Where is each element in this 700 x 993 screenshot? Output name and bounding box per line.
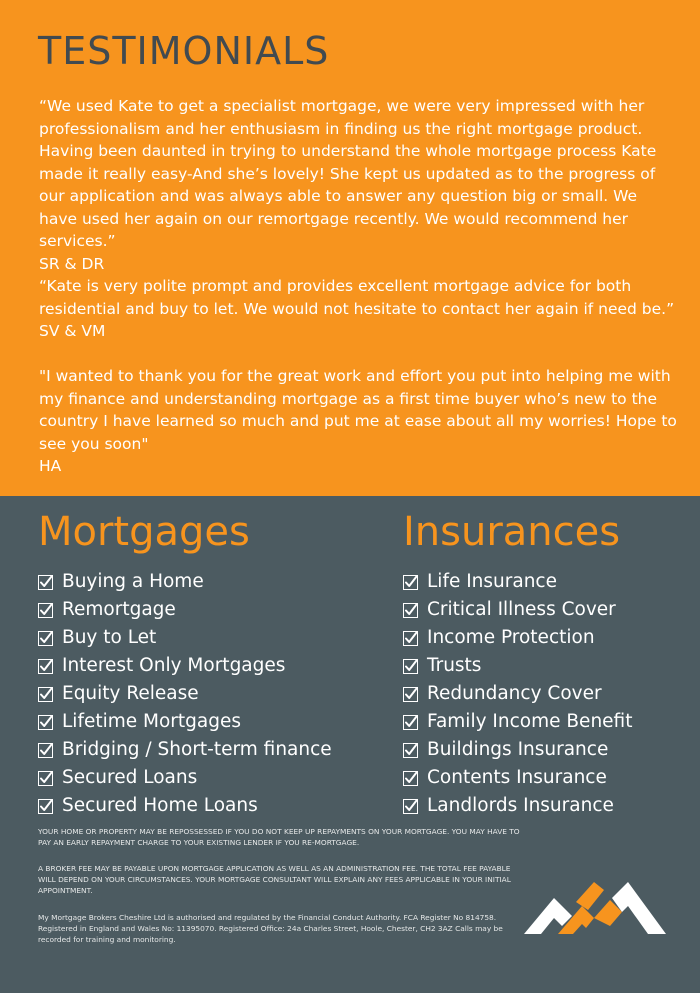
- checkbox-checked-icon: [38, 687, 53, 702]
- checkbox-checked-icon: [38, 715, 53, 730]
- testimonial-3: [39, 365, 679, 478]
- checkbox-checked-icon: [403, 631, 418, 646]
- service-list-item: [38, 624, 332, 652]
- service-list-item: [38, 736, 332, 764]
- testimonial-author: SV & VM: [39, 322, 106, 340]
- service-list-item: [403, 792, 632, 820]
- checkbox-checked-icon: [403, 799, 418, 814]
- regulation-disclaimer: My Mortgage Brokers Cheshire Ltd is authorised and regulated by the Financial Conduct Authority. FCA Register No 814758. Registered in England and Wales No: 11395070. Registered Office: 24a Charles Street, Hoole, Chester, CH2 3AZ Calls may be recorded for training and monitoring.: [38, 913, 503, 944]
- mortgages-list: [38, 568, 332, 820]
- service-label: Lifetime Mortgages: [62, 711, 242, 732]
- service-list-item: [38, 568, 332, 596]
- testimonials-section: [0, 0, 700, 496]
- service-list-item: [38, 596, 332, 624]
- service-list-item: [403, 568, 632, 596]
- testimonial-1: [39, 95, 679, 275]
- service-list-item: [38, 680, 332, 708]
- service-list-item: [403, 764, 632, 792]
- testimonial-author: SR & DR: [39, 254, 105, 273]
- service-label: Life Insurance: [427, 571, 557, 592]
- service-list-item: [38, 652, 332, 680]
- service-label: Secured Loans: [62, 767, 198, 788]
- service-list-item: [403, 736, 632, 764]
- service-label: Buying a Home: [62, 571, 204, 592]
- testimonial-quote: “Kate is very polite prompt and provides excellent mortgage advice for both residential and buy to let. We would not hesitate to contact her again if need be.”: [39, 277, 675, 318]
- company-logo-icon: [524, 880, 666, 934]
- service-list-item: [403, 652, 632, 680]
- service-label: Equity Release: [62, 683, 199, 704]
- service-list-item: [38, 792, 332, 820]
- service-list-item: [403, 624, 632, 652]
- service-label: Buildings Insurance: [427, 739, 609, 760]
- service-label: Interest Only Mortgages: [62, 655, 286, 676]
- testimonial-2: [39, 275, 679, 343]
- checkbox-checked-icon: [38, 603, 53, 618]
- testimonial-quote: “We used Kate to get a specialist mortgage, we were very impressed with her professionalism and her enthusiasm in finding us the right mortgage product. Having been daunted in trying to understand the whole mortgage process Kate made it really easy-And she’s lovely! She kept us updated as to the progress of our application and was always able to answer any question big or small. We have used her again on our remortgage recently. We would recommend her services.”: [39, 97, 657, 250]
- checkbox-checked-icon: [403, 743, 418, 758]
- service-label: Secured Home Loans: [62, 795, 258, 816]
- service-list-item: [403, 596, 632, 624]
- service-label: Buy to Let: [62, 627, 157, 648]
- service-list-item: [403, 680, 632, 708]
- service-label: Trusts: [427, 655, 482, 676]
- service-list-item: [38, 708, 332, 736]
- insurances-list: [403, 568, 632, 820]
- service-label: Critical Illness Cover: [427, 599, 616, 620]
- checkbox-checked-icon: [403, 687, 418, 702]
- service-label: Redundancy Cover: [427, 683, 602, 704]
- service-label: Income Protection: [427, 627, 595, 648]
- service-label: Family Income Benefit: [427, 711, 633, 732]
- insurances-heading: Insurances: [403, 509, 621, 555]
- service-label: Contents Insurance: [427, 767, 607, 788]
- checkbox-checked-icon: [403, 659, 418, 674]
- checkbox-checked-icon: [38, 631, 53, 646]
- testimonial-quote: "I wanted to thank you for the great work and effort you put into helping me with my finance and understanding mortgage as a first time buyer who’s new to the country I have learned so much and put me at ease about all my worries! Hope to see you soon": [39, 367, 677, 453]
- service-label: Bridging / Short-term finance: [62, 739, 332, 760]
- testimonial-author: HA: [39, 457, 62, 475]
- page-title: TESTIMONIALS: [38, 29, 330, 73]
- mortgages-column: [38, 504, 332, 820]
- checkbox-checked-icon: [403, 771, 418, 786]
- checkbox-checked-icon: [38, 575, 53, 590]
- service-list-item: [38, 764, 332, 792]
- service-list-item: [403, 708, 632, 736]
- checkbox-checked-icon: [403, 715, 418, 730]
- checkbox-checked-icon: [403, 575, 418, 590]
- checkbox-checked-icon: [38, 799, 53, 814]
- fees-disclaimer: A BROKER FEE MAY BE PAYABLE UPON MORTGAGE APPLICATION AS WELL AS AN ADMINISTRATION FEE. THE TOTAL FEE PAYABLE WILL DEPEND ON YOUR CIRCUMSTANCES. YOUR MORTGAGE CONSULTANT WILL EXPLAIN ANY FEES APPLICABLE IN YOUR INITIAL APPOINTMENT.: [38, 864, 511, 895]
- service-label: Landlords Insurance: [427, 795, 614, 816]
- mortgages-heading: Mortgages: [38, 509, 250, 555]
- repossession-disclaimer: YOUR HOME OR PROPERTY MAY BE REPOSSESSED IF YOU DO NOT KEEP UP REPAYMENTS ON YOUR MORTGAGE. YOU MAY HAVE TO PAY AN EARLY REPAYMENT CHARGE TO YOUR EXISTING LENDER IF YOU RE-MORTGAGE.: [38, 827, 520, 847]
- checkbox-checked-icon: [403, 603, 418, 618]
- checkbox-checked-icon: [38, 771, 53, 786]
- insurances-column: [403, 504, 632, 820]
- checkbox-checked-icon: [38, 743, 53, 758]
- checkbox-checked-icon: [38, 659, 53, 674]
- service-label: Remortgage: [62, 599, 176, 620]
